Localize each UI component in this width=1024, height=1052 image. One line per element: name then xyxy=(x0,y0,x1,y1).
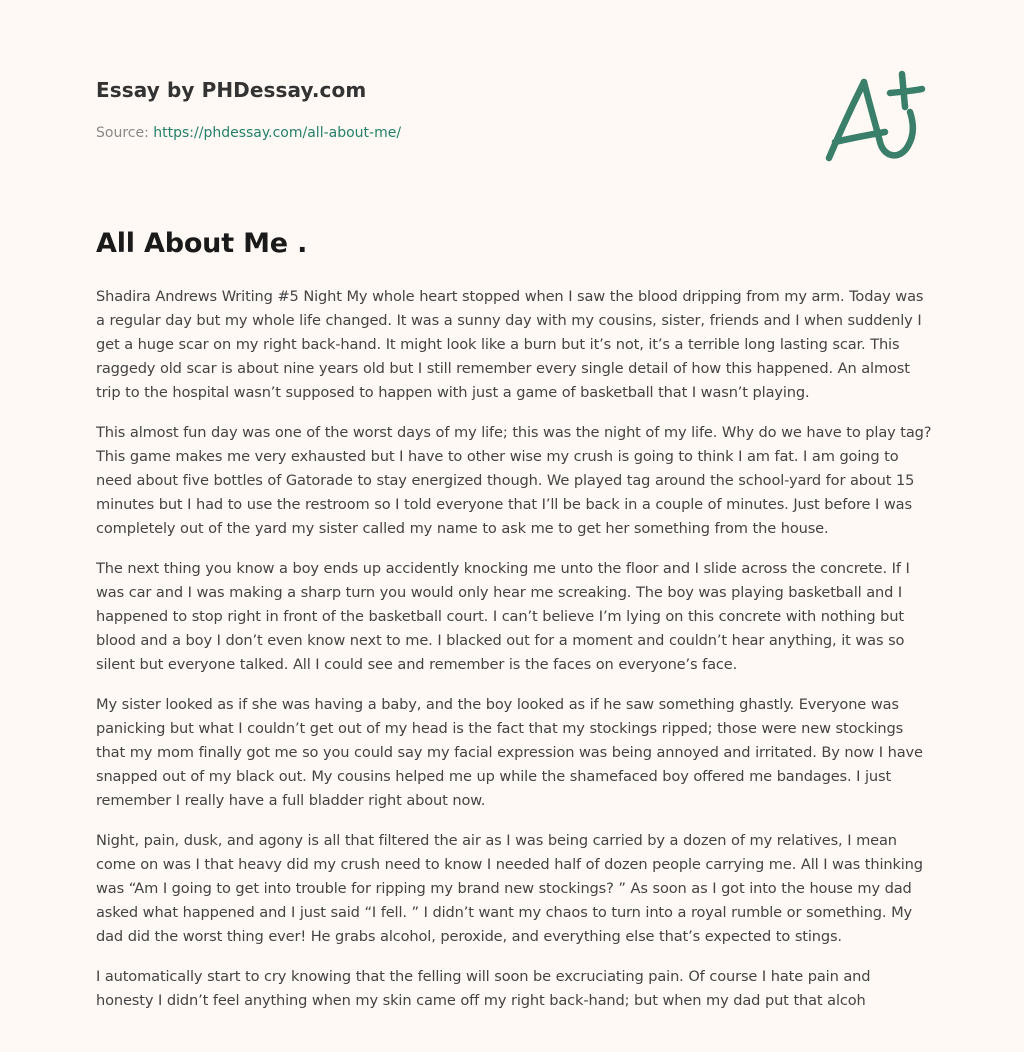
essay-paragraph: The next thing you know a boy ends up accidently knocking me unto the floor and I slide across the concrete. If I was car and I was making a sharp turn you would only hear me screaking. The boy was playing basketball and I happened to stop right in front of the basketball court. I can’t believe I’m lying on this concrete with nothing but blood and a boy I don’t even know next to me. I blacked out for a moment and couldn’t hear anything, it was so silent but everyone talked. All I could see and remember is the faces on everyone’s face. xyxy=(96,560,910,673)
source-link[interactable]: https://phdessay.com/all-about-me/ xyxy=(153,125,402,141)
essay-paragraph: Night, pain, dusk, and agony is all that filtered the air as I was being carried by a dozen of my relatives, I mean come on was I that heavy did my crush need to know I needed half of dozen people carrying me. All I was thinking was “Am I going to get into trouble for ripping my brand new stockings? ” As soon as I got into the house my dad asked what happened and I just said “I fell. ” I didn’t want my chaos to turn into a royal rumble or something. My dad did the worst thing ever! He grabs alcohol, peroxide, and everything else that’s expected to stings. xyxy=(96,832,923,945)
essay-paragraph: I automatically start to cry knowing that the felling will soon be excruciating pain. Of course I hate pain and honesty I didn’t feel anything when my skin came off my right back-hand; but when my dad put that alcoh xyxy=(96,968,871,1009)
page-title: All About Me . xyxy=(96,228,308,259)
essay-paragraph: This almost fun day was one of the worst days of my life; this was the night of my life. Why do we have to play tag? This game makes me very exhausted but I have to other wise my crush is going to think I am fat. I am going to need about five bottles of Gatorade to stay energized though. We played tag around the school-yard for about 15 minutes but I had to use the restroom so I told everyone that I’ll be back in a couple of minutes. Just before I was completely out of the yard my sister called my name to ask me to get her something from the house. xyxy=(96,424,932,537)
essay-paragraph: Shadira Andrews Writing #5 Night My whole heart stopped when I saw the blood dripping from my arm. Today was a regular day but my whole life changed. It was a sunny day with my cousins, sister, friends and I when suddenly I get a huge scar on my right back-hand. It might look like a burn but it’s not, it’s a terrible long lasting scar. This raggedy old scar is about nine years old but I still remember every single detail of how this happened. An almost trip to the hospital wasn’t supposed to happen with just a game of basketball that I wasn’t playing. xyxy=(96,288,924,401)
essay-paragraph: My sister looked as if she was having a baby, and the boy looked as if he saw something ghastly. Everyone was panicking but what I couldn’t get out of my head is the fact that my stockings ripped; those were new stockings that my mom finally got me so you could say my facial expression was being annoyed and irritated. By now I have snapped out of my black out. My cousins helped me up while the shamefaced boy offered me bandages. I just remember I really have a full bladder right about now. xyxy=(96,696,923,809)
site-title: Essay by PHDessay.com xyxy=(96,78,367,102)
source-line xyxy=(96,123,796,143)
a-plus-grade-icon xyxy=(822,66,932,166)
page-header xyxy=(96,76,796,143)
source-label: Source: xyxy=(96,125,149,141)
essay-body xyxy=(96,285,932,1029)
